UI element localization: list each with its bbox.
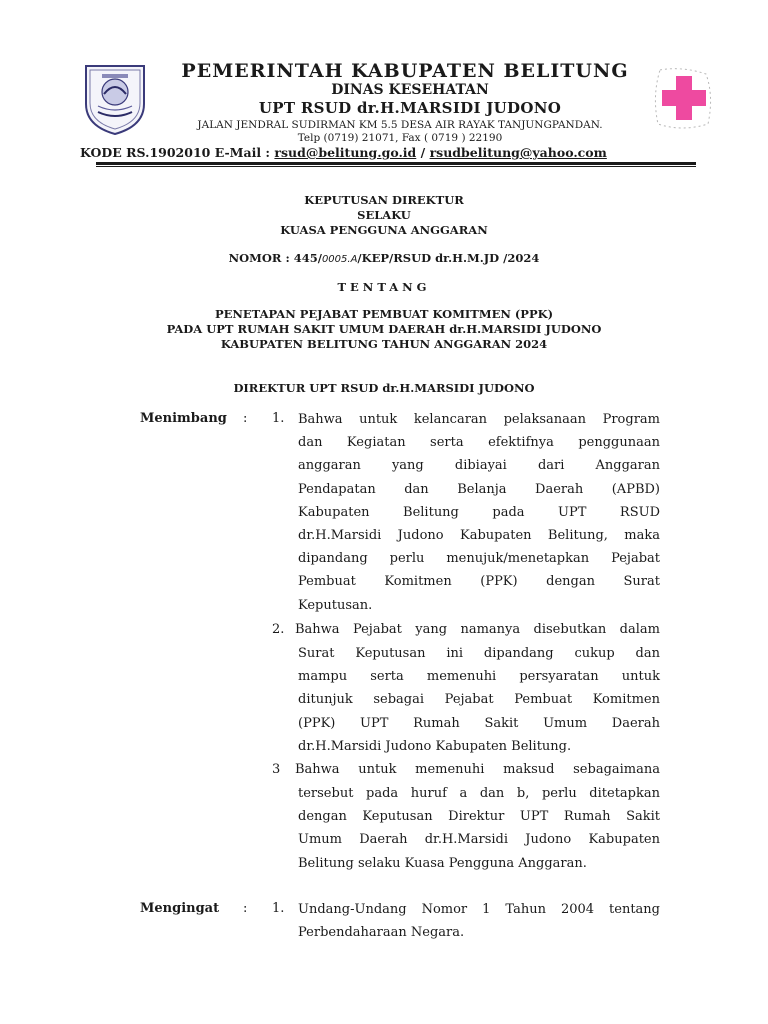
text-line: (PPK) UPT Rumah Sakit Umum Daerah: [298, 715, 660, 731]
decree-title-selaku: SELAKU: [357, 208, 411, 222]
menimbang-number-1: 1.: [272, 411, 285, 426]
menimbang-item-3: [298, 782, 660, 875]
email-link-1[interactable]: rsud@belitung.go.id: [274, 145, 417, 160]
decree-title-kpa: KUASA PENGGUNA ANGGARAN: [280, 223, 488, 237]
menimbang-item-2-first-line: Bahwa Pejabat yang namanya disebutkan dalam: [295, 622, 660, 637]
subject-line-1: PENETAPAN PEJABAT PEMBUAT KOMITMEN (PPK): [214, 307, 554, 321]
regency-crest-icon: [80, 60, 150, 136]
text-line: Kabupaten Belitung pada UPT RSUD: [298, 504, 660, 520]
director-heading: DIREKTUR UPT RSUD dr.H.MARSIDI JUDONO: [233, 381, 535, 395]
menimbang-label: Menimbang: [140, 411, 227, 426]
letterhead-government: PEMERINTAH KABUPATEN BELITUNG: [181, 60, 629, 82]
letterhead-rule-thin: [96, 166, 696, 167]
tentang-heading: TENTANG: [337, 280, 431, 294]
mengingat-label: Mengingat: [140, 901, 220, 916]
menimbang-number-2: 2.: [272, 622, 285, 637]
text-line: Bahwa untuk kelancaran pelaksanaan Program: [298, 412, 660, 427]
text-line: anggaran yang dibiayai dari Anggaran: [298, 458, 660, 474]
nomor-prefix: NOMOR : 445/: [228, 251, 322, 265]
text-line: dengan Keputusan Direktur UPT Rumah Sakit: [298, 809, 660, 825]
menimbang-item-3-first-line: Bahwa untuk memenuhi maksud sebagaimana: [295, 762, 660, 777]
text-line: mampu serta memenuhi persyaratan untuk: [298, 669, 660, 685]
subject-line-2: PADA UPT RUMAH SAKIT UMUM DAERAH dr.H.MARSIDI JUDONO: [166, 322, 602, 336]
mengingat-item-1: [298, 898, 660, 944]
text-line: Undang-Undang Nomor 1 Tahun 2004 tentang: [298, 902, 660, 917]
text-line: ditunjuk sebagai Pejabat Pembuat Komitmen: [298, 692, 660, 708]
nomor-suffix: /KEP/RSUD dr.H.M.JD /2024: [357, 251, 540, 265]
text-line: tersebut pada huruf a dan b, perlu ditetapkan: [298, 786, 660, 801]
text-line: dr.H.Marsidi Judono Kabupaten Belitung, maka: [298, 527, 660, 543]
mengingat-colon: :: [243, 901, 248, 916]
decree-number: [0, 251, 768, 265]
text-line: Keputusan.: [298, 597, 373, 613]
letterhead-department: DINAS KESEHATAN: [331, 82, 489, 98]
text-line: Perbendaharaan Negara.: [298, 925, 465, 941]
text-line: Surat Keputusan ini dipandang cukup dan: [298, 646, 660, 661]
text-line: Pendapatan dan Belanja Daerah (APBD): [298, 481, 660, 497]
email-separator: /: [416, 145, 430, 160]
letterhead-contact: [80, 145, 700, 160]
letterhead-hospital: UPT RSUD dr.H.MARSIDI JUDONO: [258, 99, 562, 117]
text-line: Belitung selaku Kuasa Pengguna Anggaran.: [298, 855, 587, 871]
red-cross-icon: [652, 66, 714, 132]
menimbang-item-2: [298, 642, 660, 758]
menimbang-number-3: 3: [272, 762, 281, 777]
text-line: Umum Daerah dr.H.Marsidi Judono Kabupaten: [298, 832, 660, 848]
menimbang-colon: :: [243, 411, 248, 426]
decree-title: KEPUTUSAN DIREKTUR: [304, 193, 464, 207]
mengingat-number-1: 1.: [272, 901, 285, 916]
text-line: dan Kegiatan serta efektifnya penggunaan: [298, 435, 660, 451]
text-line: Pembuat Komitmen (PPK) dengan Surat: [298, 574, 660, 590]
letterhead: [0, 0, 768, 170]
letterhead-phone: Telp (0719) 21071, Fax ( 0719 ) 22190: [297, 132, 503, 144]
menimbang-item-1: [298, 408, 660, 617]
subject-line-3: KABUPATEN BELITUNG TAHUN ANGGARAN 2024: [220, 337, 548, 351]
text-line: dr.H.Marsidi Judono Kabupaten Belitung.: [298, 738, 572, 754]
text-line: dipandang perlu menujuk/menetapkan Pejabat: [298, 551, 660, 567]
letterhead-rule-thick: [96, 162, 696, 165]
nomor-handwritten: 0005.A: [321, 254, 358, 265]
letterhead-address: JALAN JENDRAL SUDIRMAN KM 5.5 DESA AIR RAYAK TANJUNGPANDAN.: [197, 119, 603, 131]
kode-rs-text: KODE RS.1902010 E-Mail :: [80, 145, 275, 160]
email-link-2[interactable]: rsudbelitung@yahoo.com: [429, 145, 607, 160]
